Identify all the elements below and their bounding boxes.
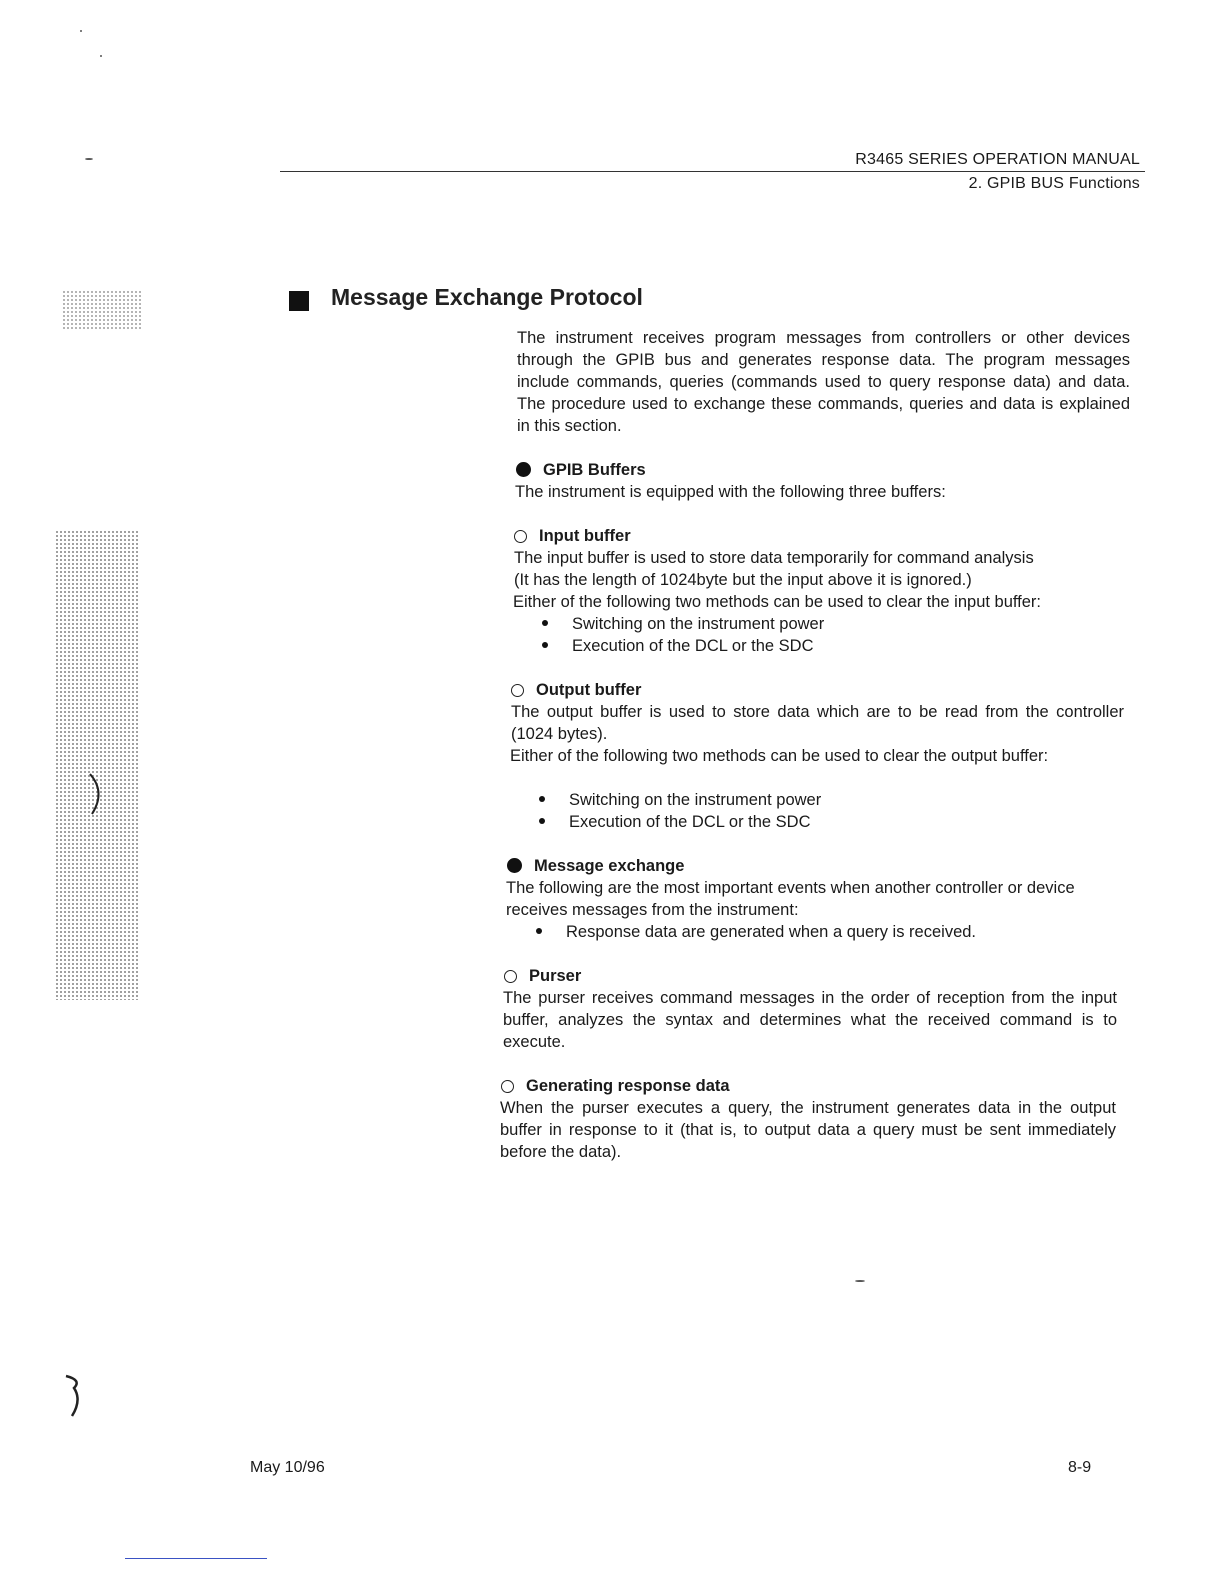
scan-speck [855, 1280, 865, 1282]
open-circle-bullet-icon [504, 970, 517, 983]
output-buffer-text-2: Either of the following two methods can be used to clear the output buffer: [510, 747, 1049, 765]
list-item: Switching on the instrument power [539, 789, 821, 811]
binding-hole-mark [84, 770, 114, 820]
message-exchange-heading [507, 855, 684, 877]
open-circle-bullet-icon [501, 1080, 514, 1093]
scan-speck [85, 158, 93, 160]
message-exchange-text: The following are the most important events when another controller or device receives messages from the instrument: [506, 879, 1075, 919]
square-bullet-icon [289, 291, 309, 311]
input-buffer-line-3: Either of the following two methods can be used to clear the input buffer: [513, 593, 1042, 611]
list-item: Response data are generated when a query is received. [536, 921, 976, 943]
filled-circle-bullet-icon [507, 858, 522, 873]
output-buffer-heading-text: Output buffer [536, 681, 642, 699]
filled-circle-bullet-icon [516, 462, 531, 477]
generating-heading-text: Generating response data [526, 1077, 730, 1095]
output-buffer-heading [511, 679, 641, 701]
section-intro: The instrument receives program messages from controllers or other devices through the GPIB bus and generates response data. The program messages include commands, queries (commands used to query response data) and data. The procedure used to exchange these commands, queries and data is explained in this section. [517, 329, 1130, 435]
page-number: 8-9 [1068, 1459, 1092, 1476]
footer-date: May 10/96 [250, 1459, 325, 1476]
manual-title: R3465 SERIES OPERATION MANUAL [855, 151, 1140, 168]
header-rule [280, 171, 1145, 172]
generating-text: When the purser executes a query, the instrument generates data in the output buffer in response to it (that is, to output data a query must be sent immediately before the data). [500, 1099, 1116, 1161]
bullet-dot-icon [539, 796, 545, 802]
bullet-dot-icon [542, 620, 548, 626]
list-item: Execution of the DCL or the SDC [539, 811, 811, 833]
generating-heading [501, 1075, 730, 1097]
bullet-dot-icon [539, 818, 545, 824]
open-circle-bullet-icon [511, 684, 524, 697]
bullet-dot-icon [542, 642, 548, 648]
chapter-title: 2. GPIB BUS Functions [968, 175, 1140, 192]
footer-link-line [125, 1558, 267, 1559]
scan-noise [55, 530, 140, 1000]
gpib-buffers-heading-text: GPIB Buffers [543, 461, 646, 479]
section-title: Message Exchange Protocol [331, 284, 643, 310]
message-exchange-heading-text: Message exchange [534, 857, 685, 875]
scan-noise [62, 290, 142, 330]
input-buffer-heading-text: Input buffer [539, 527, 631, 545]
list-item: Execution of the DCL or the SDC [542, 635, 814, 657]
list-item: Switching on the instrument power [542, 613, 824, 635]
input-buffer-line-2: (It has the length of 1024byte but the input above it is ignored.) [514, 571, 972, 589]
gpib-buffers-heading [516, 459, 646, 481]
gpib-buffers-text: The instrument is equipped with the following three buffers: [515, 483, 946, 501]
purser-heading-text: Purser [529, 967, 582, 985]
input-buffer-heading [514, 525, 631, 547]
input-buffer-line-1: The input buffer is used to store data temporarily for command analysis [514, 549, 1034, 567]
open-circle-bullet-icon [514, 530, 527, 543]
bullet-dot-icon [536, 928, 542, 934]
scan-speck [100, 55, 102, 57]
binding-hole-mark [60, 1370, 90, 1420]
output-buffer-text-1: The output buffer is used to store data which are to be read from the controller (1024 bytes). [511, 703, 1124, 743]
purser-heading [504, 965, 581, 987]
scan-speck [80, 30, 82, 32]
purser-text: The purser receives command messages in the order of reception from the input buffer, analyzes the syntax and determines what the received command is to execute. [503, 989, 1117, 1051]
